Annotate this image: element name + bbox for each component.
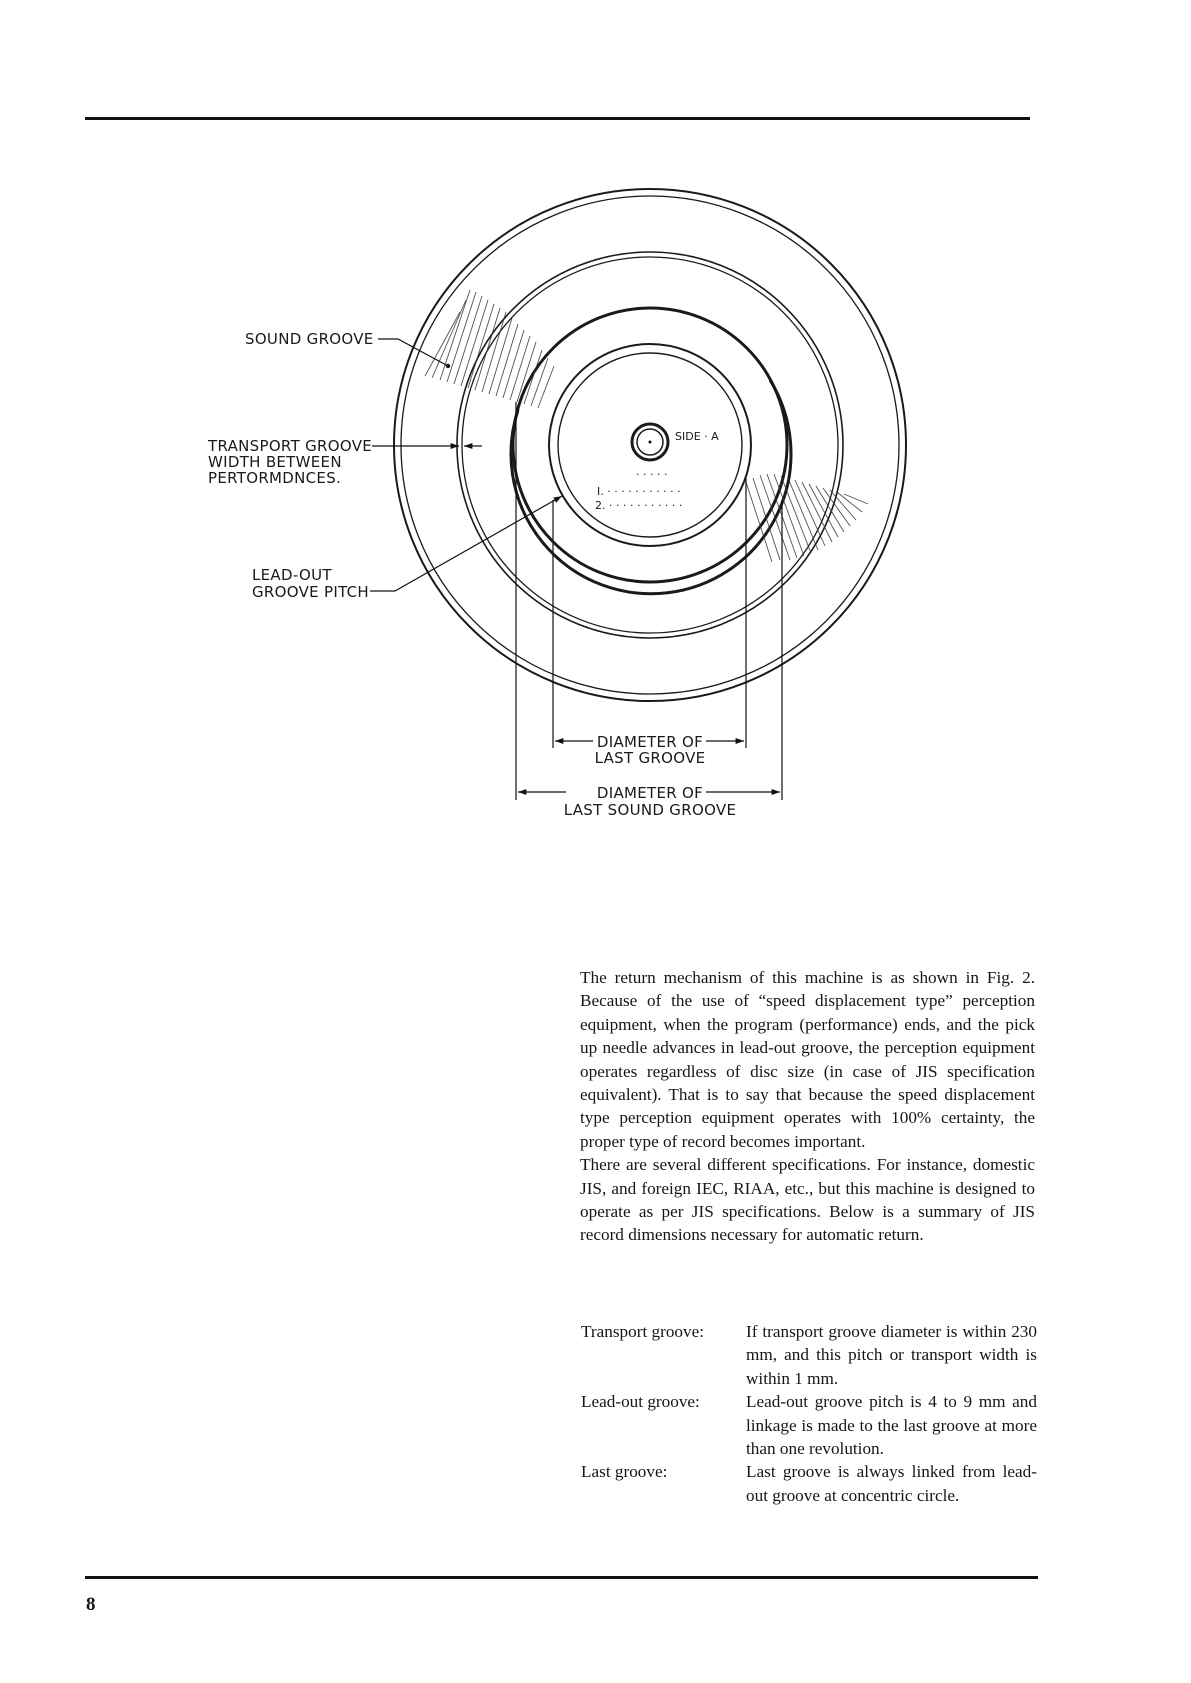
spec-desc: If transport groove diameter is within 230 mm, and this pitch or transport width is within 1 mm. <box>746 1322 1037 1388</box>
spec-list <box>581 1320 1037 1507</box>
spec-row <box>581 1390 1037 1460</box>
diameter-last-groove-label-2: LAST GROOVE <box>594 749 706 767</box>
body-text <box>580 966 1035 1247</box>
lead-out-label-1: LEAD-OUT <box>252 566 332 584</box>
paragraph-specifications: There are several different specifications. For instance, domestic JIS, and foreign IEC, RIAA, etc., but this machine is designed to operate as per JIS specifications. Below is a summary of JIS record dimensions necessary for automatic return. <box>580 1155 1035 1245</box>
transport-groove-label-2: WIDTH BETWEEN <box>208 453 342 471</box>
label-row-1: I. · · · · · · · · · · · <box>597 485 681 498</box>
transport-groove-label-3: PERTORMDNCES. <box>208 469 342 487</box>
paragraph-return-mechanism: The return mechanism of this machine is as shown in Fig. 2. Because of the use of “speed displacement type” perception equipment, when the program (performance) ends, and the pick up needle advances in lead-out groove, the perception equipment operates regardless of disc size (in case of JIS specification equivalent). That is to say that because the speed displacement type perception equipment operates with 100% certainty, the proper type of record becomes important. <box>580 968 1035 1151</box>
spec-term: Last groove: <box>581 1462 668 1482</box>
label-dots-top: · · · · · <box>636 468 668 481</box>
sound-groove-label: SOUND GROOVE <box>245 330 374 348</box>
diameter-last-groove-label-1: DIAMETER OF <box>596 733 704 751</box>
disc-outline <box>394 189 906 701</box>
spec-term: Transport groove: <box>581 1322 705 1341</box>
page-number: 8 <box>86 1594 96 1615</box>
spec-desc: Lead-out groove pitch is 4 to 9 mm and linkage is made to the last groove at more than one revolution. <box>746 1392 1037 1459</box>
spec-row <box>581 1320 1037 1390</box>
label-row-2: 2. · · · · · · · · · · · <box>595 499 683 512</box>
bottom-rule <box>85 1576 1038 1579</box>
spec-desc: Last groove is always linked from lead-out groove at concentric circle. <box>746 1462 1037 1505</box>
spec-term: Lead-out groove: <box>581 1392 700 1412</box>
spec-row <box>581 1460 1037 1507</box>
diameter-last-sound-groove-label-2: LAST SOUND GROOVE <box>563 801 737 819</box>
transport-groove-label-1: TRANSPORT GROOVE <box>208 437 373 455</box>
groove-hatching-left <box>425 290 554 408</box>
diameter-last-sound-groove-label-1: DIAMETER OF <box>596 784 704 802</box>
side-label: SIDE · A <box>675 430 719 443</box>
lead-out-label-2: GROOVE PITCH <box>252 583 370 601</box>
